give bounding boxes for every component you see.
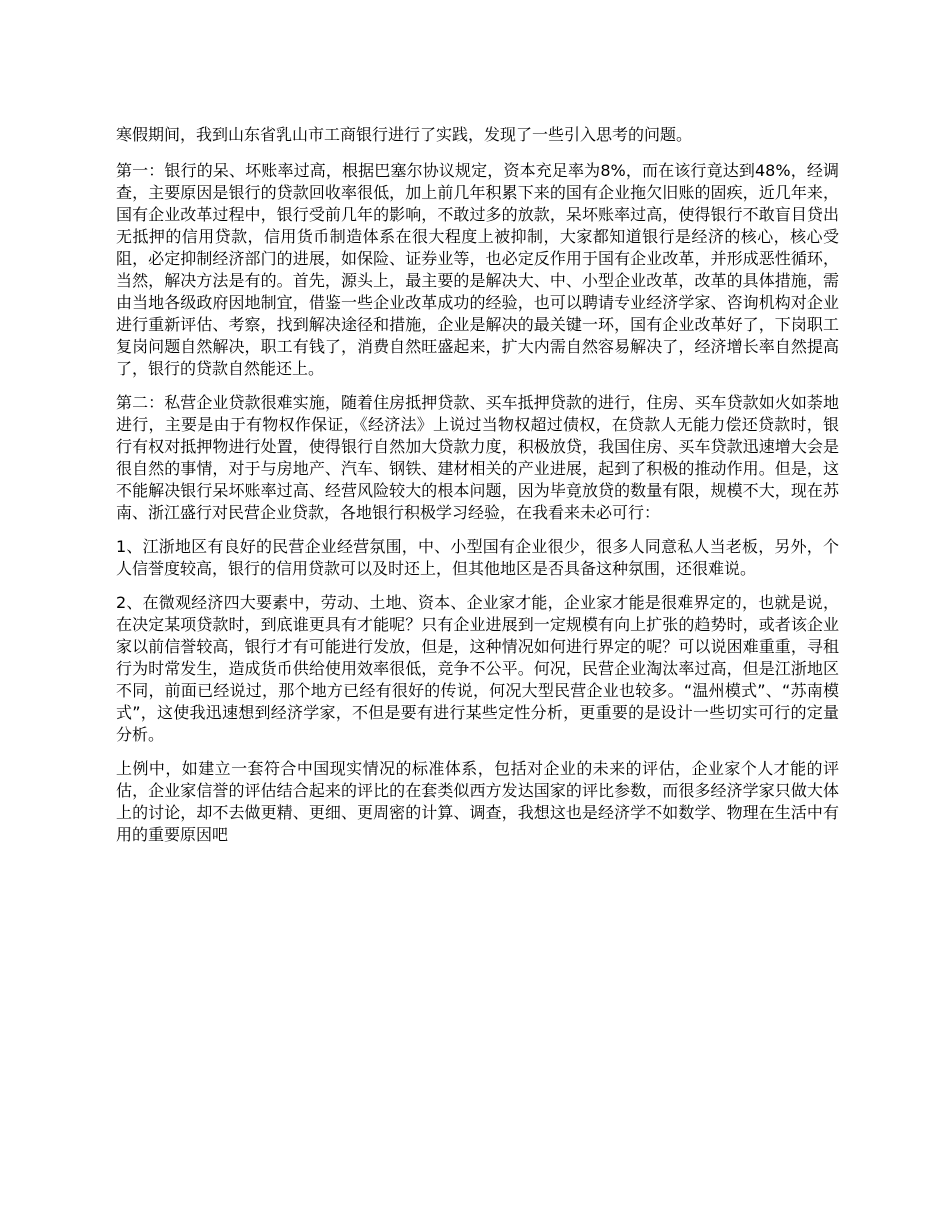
paragraph-first-issue: 第一：银行的呆、坏账率过高，根据巴塞尔协议规定，资本充足率为8%，而在该行竟达到48%，经调查，主要原因是银行的贷款回收率很低，加上前几年积累下来的国有企业拖欠旧账的固疾，近几年来，国有企业改革过程中，银行受前几年的影响，不敢过多的放款，呆坏账率过高，使得银行不敢盲目贷出无抵押的信用贷款，信用货币制造体系在很大程度上被抑制，大家都知道银行是经济的核心，核心受阻，必定抑制经济部门的进展，如保险、证券业等，也必定反作用于国有企业改革，并形成恶性循环，当然，解决方法是有的。首先，源头上，最主要的是解决大、中、小型企业改革，改革的具体措施，需由当地各级政府因地制宜，借鉴一些企业改革成功的经验，也可以聘请专业经济学家、咨询机构对企业进行重新评估、考察，找到解决途径和措施，企业是解决的最关键一环，国有企业改革好了，下岗职工复岗问题自然解决，职工有钱了，消费自然旺盛起来，扩大内需自然容易解决了，经济增长率自然提高了，银行的贷款自然能还上。 <box>116 161 839 378</box>
document-body <box>116 124 839 858</box>
paragraph-second-issue: 第二：私营企业贷款很难实施，随着住房抵押贷款、买车抵押贷款的进行，住房、买车贷款如火如荼地进行，主要是由于有物权作保证，《经济法》上说过当物权超过债权，在贷款人无能力偿还贷款时，银行有权对抵押物进行处置，使得银行自然加大贷款力度，积极放贷，我国住房、买车贷款迅速增大会是很自然的事情，对于与房地产、汽车、钢铁、建材相关的产业进展，起到了积极的推动作用。但是，这不能解决银行呆坏账率过高、经营风险较大的根本问题，因为毕竟放贷的数量有限，规模不大，现在苏南、浙江盛行对民营企业贷款，各地银行积极学习经验，在我看来未必可行： <box>116 393 839 522</box>
paragraph-point-2: 2、在微观经济四大要素中，劳动、土地、资本、企业家才能，企业家才能是很难界定的，也就是说，在决定某项贷款时，到底谁更具有才能呢？只有企业进展到一定规模有向上扩张的趋势时，或者该企业家以前信誉较高，银行才有可能进行发放，但是，这种情况如何进行界定的呢？可以说困难重重，寻租行为时常发生，造成货币供给使用效率很低，竞争不公平。何况，民营企业淘汰率过高，但是江浙地区不同，前面已经说过，那个地方已经有很好的传说，何况大型民营企业也较多。“温州模式”、“苏南模式”，这使我迅速想到经济学家，不但是要有进行某些定性分析，更重要的是设计一些切实可行的定量分析。 <box>116 593 839 744</box>
paragraph-conclusion: 上例中，如建立一套符合中国现实情况的标准体系，包括对企业的未来的评估，企业家个人才能的评估，企业家信誉的评估结合起来的评比的在套类似西方发达国家的评比参数，而很多经济学家只做大体上的讨论，却不去做更精、更细、更周密的计算、调查，我想这也是经济学不如数学、物理在生活中有用的重要原因吧 <box>116 759 839 844</box>
intro-paragraph: 寒假期间，我到山东省乳山市工商银行进行了实践，发现了一些引入思考的问题。 <box>116 125 693 144</box>
paragraph-point-1: 1、江浙地区有良好的民营企业经营氛围，中、小型国有企业很少，很多人同意私人当老板，另外，个人信誉度较高，银行的信用贷款可以及时还上，但其他地区是否具备这种氛围，还很难说。 <box>116 537 839 578</box>
